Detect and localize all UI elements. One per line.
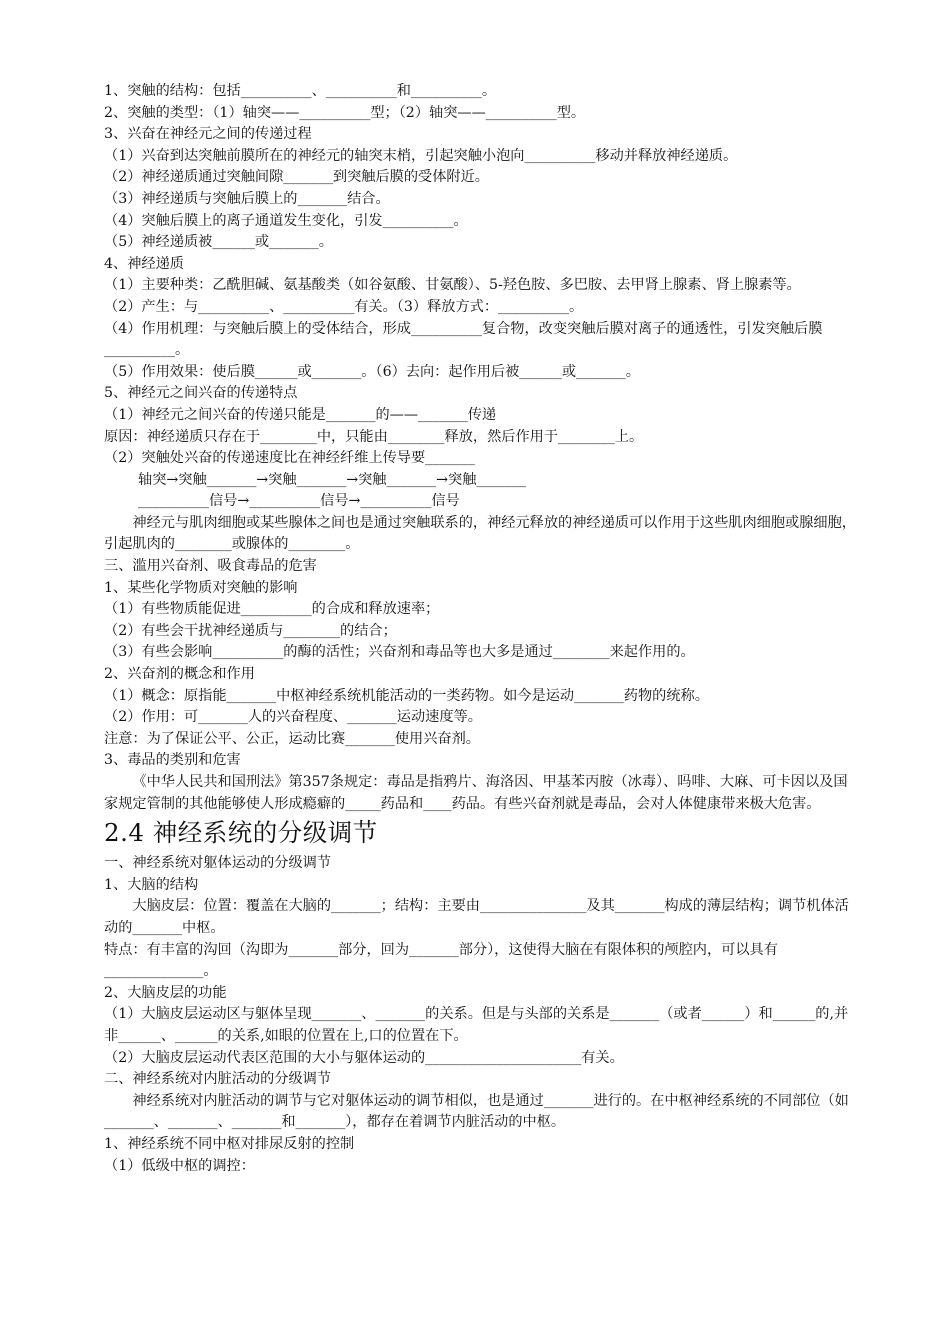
text-line: 1、某些化学物质对突触的影响 [104,579,298,596]
section-title: 三、滥用兴奋剂、吸食毒品的危害 [104,558,317,575]
text-line: 1、大脑的结构 [104,876,199,893]
text-line: 3、毒品的类别和危害 [104,752,241,769]
text-line: （5）作用效果：使后膜______或_______。（6）去向：起作用后被______或_______。 [104,363,640,380]
text-line: （2）有些会干扰神经递质与________的结合； [104,622,397,639]
document-body [104,81,856,1177]
text-line: （1）概念：原指能_______中枢神经系统机能活动的一类药物。如今是运动_______药物的统称。 [104,687,709,704]
text-paragraph: 大脑皮层：位置：覆盖在大脑的_______；结构：主要由_______________及其_______构成的薄层结构；调节机体活动的_______中枢。 [104,898,849,936]
text-line: 2、突触的类型：（1）轴突——__________型；（2）轴突——__________型。 [104,104,586,121]
text-paragraph: 特点：有丰富的沟回（沟即为_______部分，回为_______部分），这使得大脑在有限体积的颅腔内，可以具有______________。 [104,941,778,980]
text-paragraph: （4）作用机理：与突触后膜上的受体结合，形成__________复合物，改变突触后膜对离子的通透性，引发突触后膜__________。 [104,320,823,359]
text-line: 3、兴奋在神经元之间的传递过程 [104,126,312,143]
text-paragraph: （1）大脑皮层运动区与躯体呈现_______、_______的关系。但是与头部的关系是_______（或者______）和______的,并非______、______的关系,如眼的位置在上,口的位置在下。 [104,1006,849,1044]
signal-pathway-line: 轴突→突触_______→突触_______→突触_______→突触_______ [138,471,527,488]
text-line: 注意：为了保证公平、公正，运动比赛_______使用兴奋剂。 [104,730,480,747]
text-paragraph: 神经元与肌肉细胞或某些腺体之间也是通过突触联系的，神经元释放的神经递质可以作用于这些肌肉细胞或腺细胞，引起肌肉的________或腺体的________。 [104,514,856,553]
text-line: （2）突触处兴奋的传递速度比在神经纤维上传导要_______ [104,450,475,467]
text-line: 5、神经元之间兴奋的传递特点 [104,385,298,402]
text-line: （1）有些物质能促进__________的合成和释放速率； [104,601,440,618]
text-line: （1）低级中枢的调控： [104,1157,255,1174]
text-paragraph: 《中华人民共和国刑法》第357条规定：毒品是指鸦片、海洛因、甲基苯丙胺（冰毒）、吗啡、大麻、可卡因以及国家规定管制的其他能够使人形成瘾癖的_____药品和____药品。有些兴奋剂就是毒品，会对人体健康带来极大危害。 [104,774,848,812]
text-line: （3）神经递质与突触后膜上的_______结合。 [104,190,390,207]
text-line: （3）有些会影响__________的酶的活性；兴奋剂和毒品等也大多是通过________来起作用的。 [104,644,695,661]
section-heading: 2.4 神经系统的分级调节 [104,818,378,848]
text-paragraph: 神经系统对内脏活动的调节与它对躯体运动的调节相似，也是通过_______进行的。在中枢神经系统的不同部位（如_______、_______、_______和_______），都存在着调节内脏活动的中枢。 [104,1092,849,1131]
text-line: （2）作用：可_______人的兴奋程度、_______运动速度等。 [104,709,482,726]
text-line: 1、突触的结构：包括__________、__________和__________。 [104,83,497,99]
text-paragraph: （1）主要种类：乙酰胆碱、氨基酸类（如谷氨酸、甘氨酸）、5-羟色胺、多巴胺、去甲肾上腺素、肾上腺素等。 [104,277,801,294]
text-line: 4、神经递质 [104,255,184,272]
section-title: 二、神经系统对内脏活动的分级调节 [104,1071,332,1088]
text-line: （4）突触后膜上的离子通道发生变化，引发__________。 [104,212,468,229]
text-line: （1）兴奋到达突触前膜所在的神经元的轴突末梢，引起突触小泡向__________移动并释放神经递质。 [104,147,738,164]
text-line: （2）神经递质通过突触间隙_______到突触后膜的受体附近。 [104,169,489,186]
text-line: 2、兴奋剂的概念和作用 [104,666,255,683]
signal-conversion-line: __________信号→__________信号→__________信号 [138,493,460,510]
text-line: （2）大脑皮层运动代表区范围的大小与躯体运动的______________________有关。 [104,1049,624,1066]
text-line: （2）产生：与__________、__________有关。（3）释放方式：__________。 [104,298,584,315]
text-line: （1）神经元之间兴奋的传递只能是_______的——_______传递 [104,406,497,423]
text-line: 1、神经系统不同中枢对排尿反射的控制 [104,1135,355,1152]
text-line: 2、大脑皮层的功能 [104,984,227,1001]
text-line: 原因：神经递质只存在于________中，只能由________释放，然后作用于________上。 [104,428,644,445]
text-line: （5）神经递质被______或_______。 [104,234,333,251]
section-title: 一、神经系统对躯体运动的分级调节 [104,855,332,872]
